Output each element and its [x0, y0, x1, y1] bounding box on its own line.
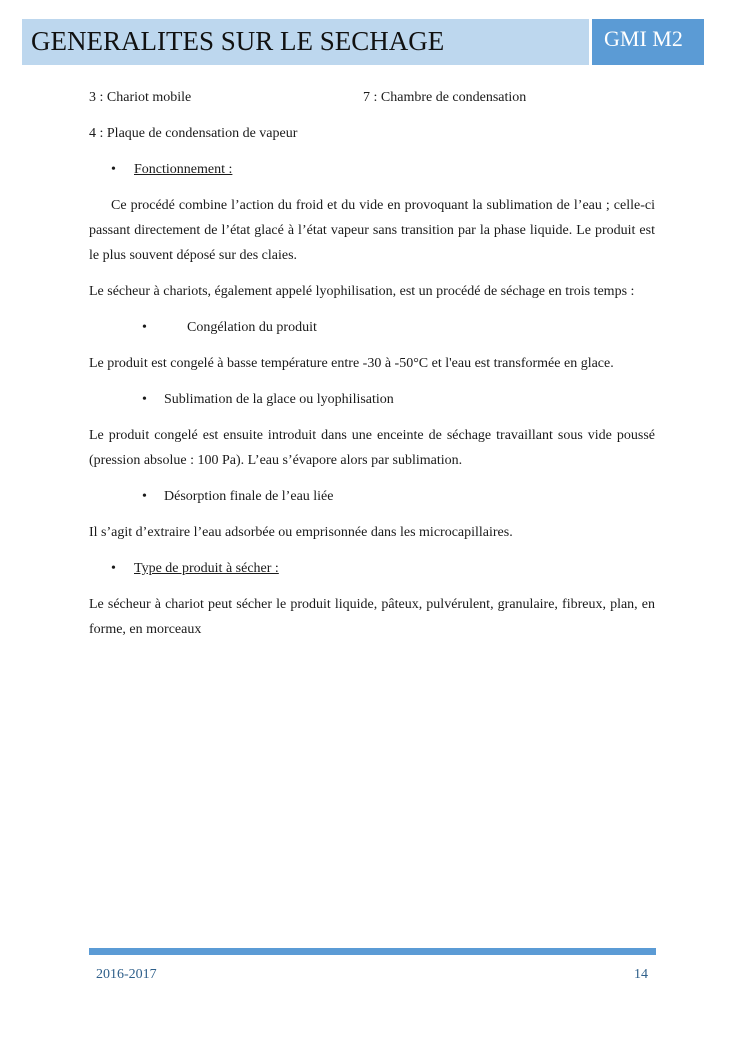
- legend-row: [89, 85, 655, 110]
- page-header: [22, 19, 589, 65]
- legend-item-7: 7 : Chambre de condensation: [363, 90, 527, 105]
- header-badge-label: GMI M2: [604, 26, 683, 51]
- bullet-icon: •: [111, 561, 116, 576]
- bullet-step-sublimation: [89, 387, 655, 412]
- bullet-type-produit: [89, 556, 655, 581]
- section-heading-fonctionnement: Fonctionnement :: [134, 162, 233, 177]
- step-label-desorption: Désorption finale de l’eau liée: [164, 489, 334, 504]
- paragraph-desorption: Il s’agit d’extraire l’eau adsorbée ou emprisonnée dans les microcapillaires.: [89, 525, 513, 540]
- header-badge: [592, 19, 704, 65]
- footer-year: 2016-2017: [96, 967, 157, 982]
- bullet-icon: •: [142, 320, 147, 335]
- bullet-icon: •: [142, 489, 147, 504]
- bullet-step-congelation: [89, 315, 655, 340]
- page-number: 14: [634, 967, 648, 982]
- bullet-icon: •: [142, 392, 147, 407]
- bullet-step-desorption: [89, 484, 655, 509]
- paragraph-sublimation: Le produit congelé est ensuite introduit dans une enceinte de séchage travaillant sous vide poussé (pression absolue : 100 Pa). L’eau s’évapore alors par sublimation.: [89, 428, 655, 468]
- footer-divider: [89, 948, 656, 955]
- step-label-sublimation: Sublimation de la glace ou lyophilisation: [164, 392, 394, 407]
- paragraph-secheur: Le sécheur à chariots, également appelé lyophilisation, est un procédé de séchage en trois temps :: [89, 284, 635, 299]
- document-body: [89, 85, 655, 653]
- legend-item-3: 3 : Chariot mobile: [89, 90, 192, 105]
- bullet-icon: •: [111, 162, 116, 177]
- section-heading-type-produit: Type de produit à sécher :: [134, 561, 279, 576]
- header-title: GENERALITES SUR LE SECHAGE: [31, 26, 445, 56]
- paragraph-congelation: Le produit est congelé à basse température entre -30 à -50°C et l'eau est transformée en glace.: [89, 356, 614, 371]
- step-label-congelation: Congélation du produit: [187, 320, 317, 335]
- paragraph-type-produit: Le sécheur à chariot peut sécher le produit liquide, pâteux, pulvérulent, granulaire, fibreux, plan, en forme, en morceaux: [89, 597, 655, 637]
- bullet-fonctionnement: [89, 157, 655, 182]
- paragraph-fonctionnement: Ce procédé combine l’action du froid et du vide en provoquant la sublimation de l’eau ; celle-ci passant directement de l’état glacé à l’état vapeur sans transition par la phase liquide. Le produit est le plus souvent déposé sur des claies.: [89, 198, 655, 263]
- legend-item-4: 4 : Plaque de condensation de vapeur: [89, 126, 298, 141]
